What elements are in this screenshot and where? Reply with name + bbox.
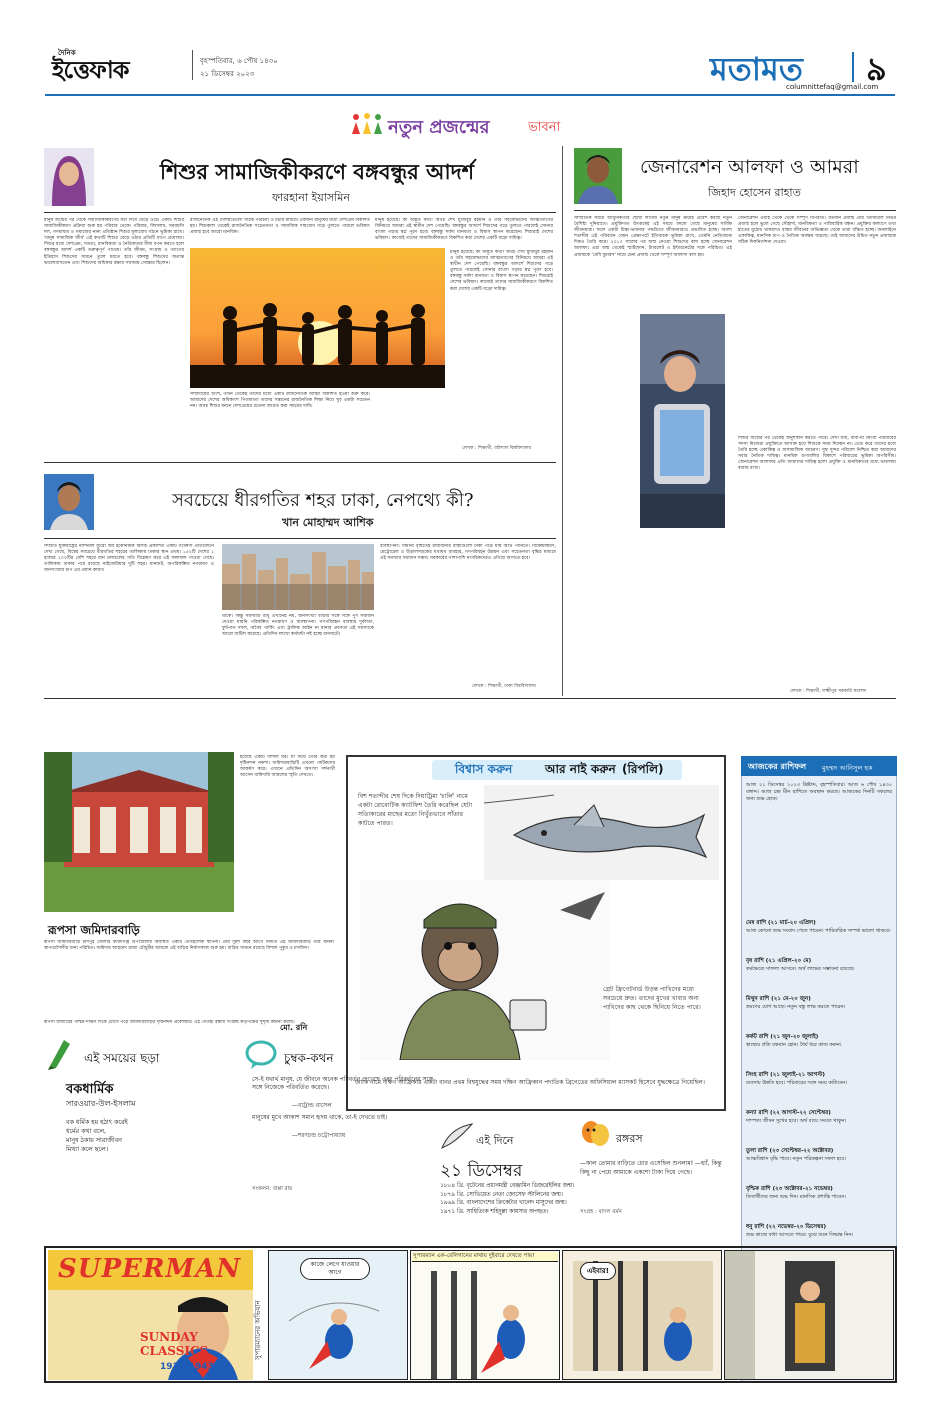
article4-col2: হয়েছে একটি বিশাল ঘর। যা দিয়ে তৈরি করা হয় দৃষ্টিনন্দন নকশা। জমিদারবাড়িটি এখনো পর্যটকদের আকর্ষণ করে। এখানে প্রতিদিন অসংখ্য দর্শনার্থী আসেন জমিদারি আমলের স্মৃতি দেখতে। <box>240 755 335 779</box>
horoscope-sign-name: কর্কট রাশি (২১ জুন-২০ জুলাই) <box>746 1034 819 1040</box>
comic-panel-4 <box>724 1250 894 1380</box>
article4-author: মো. রনি <box>280 1023 308 1032</box>
rhyme-poem-title: বকধার্মিক <box>66 1082 114 1097</box>
banner-text-tail: ভাবনা <box>528 120 561 135</box>
thisday-title: এই দিনে <box>476 1134 514 1147</box>
comic-bubble-2: এইবার! <box>580 1262 616 1280</box>
quote-author-1: —বাট্রান্ড রাসেল <box>292 1102 332 1109</box>
ripley-title-1: বিশ্বাস করুন <box>455 762 513 776</box>
feather-pen-icon <box>440 1122 474 1152</box>
rhyme-line: মিথ্যা কলে ছলে। <box>66 1146 108 1153</box>
humor-text: —কাল তোমার বাড়িতে চোর এসেছিল শুনলাম! —হ্যাঁ, কিন্তু কিছু না পেয়ে আমাকে একশো টাকা দিয়ে গেছে। <box>580 1160 722 1176</box>
quote-text-1: সে-ই যথার্থ মানুষ, যে জীবনে অনেক পরিবর্তন দেখেছে এবং পরিবর্তনের সঙ্গে সঙ্গে নিজেকে পরিবর্তিত করেছে। <box>252 1076 433 1091</box>
article1-col2: রাজনৈতিক এই দৈশিষ্ট্যগুলো সঠিক পরিচর্যা ও চর্চার মাধ্যমে একজন মানুষের মধ্যে দেশপ্রেম বিকশিত হয়। শিশুকাল থেকেই রাজনৈতিক সচেতনতা ও সামাজিক দায়বোধ গড়ে তুলতে পারলে ভবিষ্যৎ প্রজন্ম হবে আরো মানবিক। <box>190 218 370 236</box>
article4-col3: রূপসা বাজারের পশ্চিম-দক্ষিণ দিকে চোখে পড়ে জমিদারবাড়ির দৃষ্টিনন্দন প্রবেশদ্বার। এই ঐতিহ্য রক্ষায় সংশ্লিষ্ট কর্তৃপক্ষের সুদৃষ্টি কামনা করছি। <box>44 1020 295 1025</box>
thisday-event: ১৮৭৯ খ্রি. সোভিয়েত নেতা জোসেফ স্টালিনের জন্ম। <box>440 1191 563 1198</box>
horoscope-sign-name: কন্যা রাশি (২২ আগস্ট-২২ সেপ্টেম্বর) <box>746 1110 831 1116</box>
quote-author-2: —শরৎচন্দ্র চট্টোপাধ্যায় <box>292 1132 346 1139</box>
article1-col3: মানুষ হয়েছে। কী অদ্ভুত কথা! অথচ শেখ মুজিবুর রহমান ও তাঁর সহযোদ্ধাদের আত্মত্যাগের বিনিময়ে আমরা এই স্বাধীন দেশ পেয়েছি। বঙ্গবন্ধুর আদর্শে শিশুদের গড়ে তুলতে পারলেই সোনার বাংলা গড়ার স্বপ্ন পূরণ হবে। বঙ্গবন্ধু সর্বদা মানবতা ও বিশ্বাস স্থাপন করেছেন। শিশুরাই দেশের ভবিষ্যৎ। কাজেই তাদের সামাজিকীকরণে বিকশিত করা দেশের একটি বড়ো দায়িত্ব। <box>375 218 553 242</box>
monkey-soldier-illustration <box>360 880 610 1060</box>
comic-panel-2 <box>410 1250 560 1380</box>
article3-title: সবচেয়ে ধীরগতির শহর ঢাকা, নেপথ্যে কী? <box>172 490 474 511</box>
pen-icon <box>44 1036 72 1070</box>
kids-with-devices-photo <box>640 314 725 528</box>
comic-caption-top: সুপারম্যান এক-রেলিগানের মাথায় দুইবারে দেখতে পায়! <box>412 1252 558 1262</box>
quote-credit: সংকলন: বাপ্পা রায় <box>252 1186 293 1192</box>
comic-subtitle: SUNDAY CLASSICS <box>140 1330 209 1358</box>
horoscope-author: মুহম্মদ আনিসুল হক <box>822 764 873 772</box>
article3-col1: সম্প্রতি যুক্তরাষ্ট্রের ন্যাশনাল ব্যুরো অব ইকোনমিক রিসার্চ প্রকাশিত একটি গবেষণা প্রতিবেদনে দেখা গেছে, বিশ্বের সবচেয়ে ধীরগতির শহরের তালিকায় ঢাকার স্থান প্রথম। ১৫২টি দেশের ১ হাজার ২০০টির বেশি শহরে যান চলাচলের গতি বিশ্লেষণ করে এই ফলাফল পাওয়া গেছে। তালিকায় ঢাকার পরে রয়েছে নাইজেরিয়ার দুটি শহর। যানজট, অপরিকল্পিত নগরায়ণ ও জনসংখ্যার চাপ এর প্রধান কারণ। <box>44 544 214 574</box>
banner-text-main: নতুন প্রজন্মের <box>388 117 490 138</box>
horoscope-sign-text: আত্মবিশ্বাস বৃদ্ধি পাবে। নতুন পরিকল্পনা সফল হবে। <box>746 1156 846 1162</box>
horoscope-sign-text: আজ কোনো শুভ সংবাদ পেতে পারেন। পারিবারিক সম্পর্ক ভালো থাকবে। <box>746 928 891 934</box>
dhaka-city-photo <box>222 544 374 610</box>
horoscope-sign-text: শুভ কাজে বাধা আসতে পারে। বুঝে শুনে সিদ্ধান্ত নিন। <box>746 1232 854 1238</box>
thisday-event: ১৮০৪ খ্রি. বৃটেনের প্রধানমন্ত্রী বেঞ্জামিন ডিজরেইলির জন্ম। <box>440 1183 575 1189</box>
people-logo-icon <box>350 112 384 138</box>
horoscope-sign-name: বৃষ রাশি (২১ এপ্রিল-২০ মে) <box>746 958 812 964</box>
youth-banner <box>350 110 595 140</box>
ripley-title-2: আর নাই করুন <box>545 762 616 776</box>
comic-years: 1939-1943 <box>160 1362 214 1372</box>
article1-col3b: মানুষ হয়েছে। কী অদ্ভুত কথা! অথচ শেখ মুজিবুর রহমান ও তাঁর সহযোদ্ধাদের আত্মত্যাগের বিনিময়ে আমরা এই স্বাধীন দেশ পেয়েছি। বঙ্গবন্ধুর আদর্শে শিশুদের গড়ে তুলতে পারলেই সোনার বাংলা গড়ার স্বপ্ন পূরণ হবে। বঙ্গবন্ধু সর্বদা মানবতা ও বিশ্বাস স্থাপন করেছেন। শিশুরাই দেশের ভবিষ্যৎ। কাজেই তাদের সামাজিকীকরণে বিকশিত করা দেশের একটি বড়ো দায়িত্ব। <box>450 250 553 292</box>
horoscope-sign-name: মিথুন রাশি (২১ মে-২০ জুন) <box>746 996 811 1002</box>
rhyme-line: মানুষ ঠকায় সারাজীবন <box>66 1137 122 1144</box>
article2-col2: জেনারেশন ওয়াই থেকে থেকে সম্পূর্ণ বিপরীত। বর্তমান প্রজন্ম প্রায় ডিজিটাল নির্ভর প্রজন্ম হলে ভুলে গেছে সৌহার্দ্য, মানবিকতা ও পারিবারিক বন্ধন। প্রযুক্তির কল্যাণে তথ্য হাতের মুঠোয় থাকলেও বাস্তব জীবনের অভিজ্ঞতা থেকে তারা বঞ্চিত হচ্ছে। অনলাইনে একাকিত্ব, মানসিক চাপ ও নৈতিক অবক্ষয় বাড়ছে। তাই আমাদের উচিত নতুন প্রজন্মকে সঠিক দিকনির্দেশনা দেওয়া। <box>738 216 896 246</box>
article2-footer: লেখক : শিক্ষার্থী, লক্ষ্মীপুর সরকারি কলেজ <box>790 689 867 694</box>
horoscope-sign-name: ধনু রাশি (২২ নভেম্বর-২০ ডিসেম্বর) <box>746 1224 827 1230</box>
horoscope-sign-name: তুলা রাশি (২৩ সেপ্টেম্বর-২২ অক্টোবর) <box>746 1148 834 1154</box>
robotic-fish-illustration <box>484 785 719 880</box>
article2-author: জিহাদ হোসেন রাহাত <box>708 186 801 199</box>
rhyme-poet: সারওয়ার-উল-ইসলাম <box>66 1099 136 1108</box>
article4-col1: রূপসা জমিদারবাড়ি চাঁদপুর জেলার ফরিদগঞ্জ উপজেলায় অবস্থিত একটি ঐতিহাসিক স্থাপনা। প্রায় দুইশ বছর আগে নির্মিত এই জমিদারবাড়ি তার অনন্য স্থাপত্যশৈলীর জন্য পরিচিত। জমিদার আহমেদ রাজা চৌধুরীর আমলে এই বাড়ির নির্মাণকাজ শুরু হয়। বাড়ির সামনে রয়েছে বিশাল পুকুর ও মসজিদ। <box>44 940 334 952</box>
thisday-date: ২১ ডিসেম্বর <box>440 1161 523 1181</box>
article3-footer: লেখক : শিক্ষার্থী, ঢাকা বিশ্ববিদ্যালয় <box>472 684 536 689</box>
quote-section-title: চুম্বক-কথন <box>284 1051 334 1065</box>
article3-author: খান মোহাম্মদ আশিক <box>282 516 374 529</box>
author-photo-ashik <box>44 474 94 530</box>
article2-col2b: শিশুর জন্মের পর থেকেই অনুশীলন করতে পারে। দেখা যায়, বাবা-মা কিংবা পরিবারের সদস্য নিজেরা প্রযুক্তিতে আসক্ত হয়ে শিশুকে সময় দিচ্ছেন না। এতে করে তাদের মধ্যে তৈরি হচ্ছে একাকিত্ব ও অসামাজিক আচরণ। সুস্থ সুন্দর পরিবেশ নিশ্চিত করা আমাদের সবার নৈতিক দায়িত্ব। মানবিক গুণাবলির বিকাশে পরিবারের ভূমিকা অপরিসীম। জেনারেশন আলফার প্রতি আমাদের দায়িত্ব হলো প্রযুক্তি ও মানবিকতার মধ্যে ভারসাম্য বজায় রাখা। <box>738 436 896 472</box>
article3-col2: থাকে। কিন্তু সমস্যাটি শুধু এখানেই নয়, জনসংখ্যা বাড়ার সঙ্গে সঙ্গে পূর্ণ সমাধান দেওয়া যায়নি পরিকল্পিত নগরায়ণ ও ব্যবস্থাপনা। গণপরিবহন ব্যবস্থার দুর্বলতা, ফুটপাত দখল, অবৈধ পার্কিং এবং ট্রাফিক আইন না মানার প্রবণতা এই সমস্যাকে আরো জটিল করেছে। প্রতিদিন লাখো কর্মঘণ্টা নষ্ট হচ্ছে যানজটে। <box>222 614 374 638</box>
article2-col1: সাম্প্রতিক সময়ে আধুনিকতার ছোঁয়া লাগায় নতুন মানুষ ক্রমেই প্রবেশ করছে নতুন বৈশিষ্ট্য দুনিয়াতে। প্রযুক্তিগত উৎকর্ষের এই সময়ে বদলে গেছে মানুষের সার্বিক জীবনধারা। ফলে একটা চিন্তা-ভাবনার পদ্ধতিতে জীবনধারাও প্রভাবিত হচ্ছে। অবশ্য শতাব্দীর এই পরিবর্তন যেমন প্রেক্ষাপটে ইতিবাচক ভূমিকা রাখে, তেমনি নেতিবাচক দিকও তৈরি করে। ২০১০ সালের পর জন্ম নেওয়া শিশুদের বলা হচ্ছে জেনারেশন আলফা। এরা জন্ম থেকেই স্মার্টফোন, ট্যাবলেট ও ইন্টারনেটের সঙ্গে পরিচিত। এই প্রজন্মকে 'বেবি বুমারস' নামে চেনা প্রজন্ম থেকে সম্পূর্ণ আলাদা বলা হয়। <box>574 216 732 258</box>
horoscope-sign-name: সিংহ রাশি (২১ জুলাই-২১ আগস্ট) <box>746 1072 825 1078</box>
horoscope-sign-text: কর্মক্ষেত্রে সাফল্য আসবে। অর্থ লাভের সম্ভাবনা রয়েছে। <box>746 966 855 972</box>
article3-col3: ব্যবস্থাপনা। সামান্য বৃষ্টিতেই রাজধানীর রাস্তাগুলো ঢাকা পড়ে যায় অথৈ পানিতে। বিকেন্দ্রীকরণ, মেট্রোরেল ও উড়ালসড়কের যথাযথ ব্যবহার, গণপরিবহন উন্নয়ন এবং সচেতনতা বৃদ্ধির মাধ্যমে এই সমস্যার সমাধান সম্ভব। সরকারের পাশাপাশি নাগরিকদেরও এগিয়ে আসতে হবে। <box>380 544 556 562</box>
masthead <box>0 0 945 95</box>
humor-title: রঙ্গরস <box>616 1132 643 1145</box>
horoscope-sign-text: স্বাস্থ্যের প্রতি যত্নবান হোন। ধৈর্য ধরে কাজ করুন। <box>746 1042 842 1048</box>
ripley-title-3: (রিপলি) <box>622 762 664 776</box>
newspaper-logo: ইত্তেফাক <box>52 55 129 84</box>
ripley-text-2: গ্রেট ফ্রিগেটবার্ড উড়ন্ত পাখিদের মধ্যে সবচেয়ে দ্রুত। তাদের মুখের খাবার অন্য পাখিদের কাছ থেকে ছিনিয়ে নিতে পারে। <box>603 986 701 1011</box>
rhyme-line: ধর্মের কথা বলে, <box>66 1128 107 1135</box>
ripley-text-3: জাকি নামে দক্ষিণ আফ্রিকার একটা বানর প্রথম বিশ্বযুদ্ধের সময় দক্ষিণ আফ্রিকান পদাতিক ব্রিগেডের অফিসিয়াল ম্যাসকট হিসেবে যুদ্ধক্ষেত্রে গিয়েছিল। <box>355 1079 705 1086</box>
comic-logo: SUPERMAN <box>58 1254 242 1284</box>
comic-bubble-1: কাজে লেগে যাওয়ার আগে <box>300 1258 370 1280</box>
article4-caption: রূপসা জমিদারবাড়ি <box>48 923 140 937</box>
rupsa-zamindar-house-photo <box>44 752 234 912</box>
article1-footer: লেখক : শিক্ষার্থী, বরিশাল বিশ্ববিদ্যালয় <box>462 446 532 451</box>
article2-title: জেনারেশন আলফা ও আমরা <box>640 156 859 178</box>
rhyme-lines <box>66 1118 186 1154</box>
horoscope-sign-text: ভ্রমণের যোগ আছে। নতুন বন্ধু লাভ করতে পারেন। <box>746 1004 846 1010</box>
thisday-event: ১৯৬৯ খ্রি. বাংলাদেশের ক্রিকেটার খালেদ মাসুদের জন্ম। <box>440 1200 567 1207</box>
article1-title: শিশুর সামাজিকীকরণে বঙ্গবন্ধুর আদর্শ <box>160 159 475 184</box>
theatre-masks-icon <box>580 1120 610 1148</box>
rhyme-line: বক ধর্মিক হয় হঠাৎ করেই <box>66 1119 128 1126</box>
horoscope-sign-text: দাম্পত্য জীবন সুখের হবে। অর্থ ব্যয়ে সংযত থাকুন। <box>746 1118 847 1124</box>
speech-bubble-icon <box>245 1040 277 1070</box>
date-line-2: ২১ ডিসেম্বর ২০২৩ <box>200 70 255 78</box>
comic-side-label: সুপারম্যানের অভিযান <box>254 1300 262 1360</box>
article1-author: ফারহানা ইয়াসমিন <box>272 191 350 204</box>
article1-col1: মানুষ জন্মের পর থেকে সামাজিকীকরণের মধ্য দিয়ে বেড়ে ওঠে। একটি শিশুর সামাজিকীকরণ প্রক্রিয়া শুরু হয় পরিবার থেকে। পরিবার, বিদ্যালয়, সমবয়সি দল, গণমাধ্যম ও সমাজের নানা প্রতিষ্ঠান শিশুর মূল্যবোধ গঠনে ভূমিকা রাখে। 'মানুষ সামাজিক জীব' এই কথাটি শিশুর বেড়ে ওঠার প্রতিটি ধাপে প্রযোজ্য। শিশুর মধ্যে দেশপ্রেম, সততা, মানবিকতা ও নৈতিকতার বীজ বপন করতে হলে বঙ্গবন্ধুর আদর্শ একটি গুরুত্বপূর্ণ পাথেয়। তাঁর জীবন, সংগ্রাম ও ত্যাগের ইতিহাস শিশুদের সামনে তুলে ধরতে হবে। বঙ্গবন্ধু শিশুদের অত্যন্ত ভালোবাসতেন এবং শিশুদের অধিকার রক্ষায় সবসময় সোচ্চার ছিলেন। <box>44 218 184 266</box>
section-title: মতামত <box>710 50 803 88</box>
author-photo-farhana <box>44 148 94 206</box>
ripley-text-1: বিশ শতাব্দীর শেষ দিকে দিয়াট্রিমা 'চার্লি' নামে একটা রোবোটিক ক্যাটফিশ তৈরি করেছিল যেটা সত্যিকারের মাছের মতো নিখুঁতভাবে সাঁতার কাটতে পারত। <box>358 793 473 827</box>
thisday-events <box>440 1182 575 1216</box>
quote-text-2: মানুষের মুখে আকাশ সমান হৃদয় থাকে, তা-ই দেখতে চাই। <box>252 1114 388 1121</box>
email-link[interactable]: columnittefaq@gmail.com <box>786 83 879 91</box>
date-line-1: বৃহস্পতিবার, ৬ পৌষ ১৪৩০ <box>200 57 278 65</box>
horoscope-intro: আজ ২১ ডিসেম্বর ২০২৩ খ্রিষ্টাব্দ, বৃহস্পতিবার। আজ ৬ পৌষ ১৪৩০ বঙ্গাব্দ। আজ চন্দ্র মীন রাশিতে অবস্থান করছে। আজকের দিনটি সকলের জন্য শুভ হোক। <box>746 782 892 802</box>
horoscope-sign-name: মেষ রাশি (২১ মার্চ-২০ এপ্রিল) <box>746 920 816 926</box>
horoscope-sign-name: বৃশ্চিক রাশি (২৩ অক্টোবর-২১ নভেম্বর) <box>746 1186 833 1192</box>
author-photo-rahat <box>574 148 622 204</box>
rhyme-section-title: এই সময়ের ছড়া <box>84 1051 160 1065</box>
horoscope-title: আজকের রাশিফল <box>748 762 807 771</box>
children-sunset-photo <box>190 248 445 388</box>
article1-col2b: সম্প্রদায়ের অংশ, তখন থেকেই তাদের মধ্যে একটি রাজনৈতিক আত্মা বিকশিত হওয়া শুরু করে। আমাদের দেশের অধিকাংশ পিতামাতা তাদের সন্তানের রাজনৈতিক শিক্ষা নিয়ে খুব একটা সচেতন নন। অথচ শিশুর মননে দেশপ্রেমের চেতনা জাগ্রত করা সময়ের দাবি। <box>190 392 370 410</box>
page-number: ৯ <box>866 50 887 88</box>
humor-credit: সংগ্রহ : বাদল বর্মন <box>580 1209 622 1215</box>
section-divider <box>852 52 854 82</box>
horoscope-sign-text: বিদ্যার্থীদের জন্য শুভ দিন। মানসিক প্রশান্তি পাবেন। <box>746 1194 846 1200</box>
logo-small: দৈনিক <box>58 49 76 57</box>
horoscope-sign-text: ব্যবসায় উন্নতি হবে। পরিবারের সঙ্গে সময় কাটাবেন। <box>746 1080 848 1086</box>
thisday-event: ১৯৭১ খ্রি. সাহিত্যিক শহিদুল্লা কায়সার অপহৃত। <box>440 1208 549 1215</box>
